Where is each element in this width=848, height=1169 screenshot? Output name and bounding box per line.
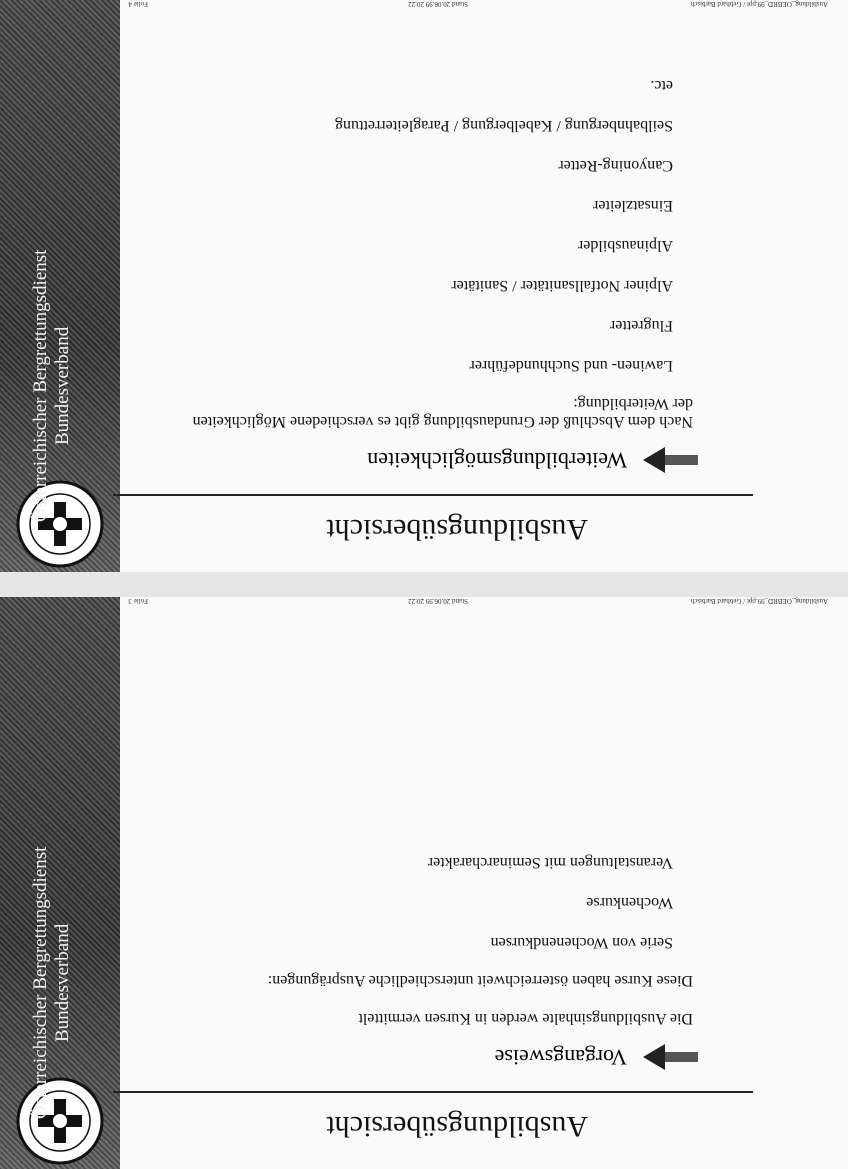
organization-name	[30, 847, 74, 1119]
page-gap	[0, 572, 848, 597]
slide-folie-4	[0, 0, 848, 572]
list-item: Lawinen- und Suchhundeführer	[469, 357, 673, 374]
intro-text: Die Ausbildungsinhalte werden in Kursen vermittelt	[358, 1010, 693, 1027]
slide-title: Ausbildungsübersicht	[326, 1110, 588, 1143]
lead-text: Diese Kurse haben österreichweit unterschiedliche Ausprägungen:	[267, 972, 693, 989]
list-item: Flugretter	[609, 317, 673, 334]
organization-line-1: Österreichischer Bergrettungsdienst	[30, 249, 51, 522]
slide-subheading: Vorgangsweise	[494, 1045, 627, 1070]
slide-body	[190, 831, 693, 1027]
title-rule	[113, 1091, 753, 1093]
organization-band	[0, 0, 120, 572]
slide-body	[190, 54, 693, 430]
list-item: Einsatzleiter	[593, 197, 673, 214]
organization-line-2: Bundesverband	[52, 326, 73, 445]
organization-name	[30, 250, 74, 522]
list-item: Wochenkurse	[586, 894, 673, 911]
slide-title: Ausbildungsübersicht	[326, 513, 588, 546]
slide-subheading: Weiterbildungsmöglichkeiten	[367, 448, 627, 473]
list-item: Alpinausbilder	[577, 237, 673, 254]
footer-source: Ausbildung_OEBRD_99.ppt / Gebhard Barbisch	[690, 597, 828, 605]
list-item: Seilbahnbergung / Kabelbergung / Paragleiterrettung	[335, 117, 673, 134]
slide-folie-3	[0, 597, 848, 1169]
subheading-row	[367, 440, 698, 480]
organization-band	[0, 597, 120, 1169]
organization-line-1: Österreichischer Bergrettungsdienst	[30, 846, 51, 1119]
list-item: Veranstaltungen mit Seminarcharakter	[427, 854, 673, 871]
footer-date: Stand 20.06.99 20:22	[408, 0, 468, 8]
footer-slide-number: Folie 4	[128, 0, 148, 8]
list-item: Serie von Wochenendkursen	[490, 934, 673, 951]
list-item: Canyoning-Retter	[558, 157, 673, 174]
list-item: etc.	[650, 77, 673, 94]
intro-text: Nach dem Abschluß der Grundausbildung gibt es verschiedene Möglichkeiten der Weiterbildung:	[192, 395, 693, 430]
title-rule	[113, 494, 753, 496]
arrow-right-icon	[643, 1044, 698, 1070]
list-item: Alpiner Notfallsanitäter / Sanitäter	[451, 277, 673, 294]
subheading-row	[495, 1037, 698, 1077]
organization-line-2: Bundesverband	[52, 923, 73, 1042]
footer-slide-number: Folie 3	[128, 597, 148, 605]
footer-date: Stand 20.06.99 20:22	[408, 597, 468, 605]
footer-source: Ausbildung_OEBRD_99.ppt / Gebhard Barbisch	[690, 0, 828, 8]
arrow-right-icon	[643, 447, 698, 473]
